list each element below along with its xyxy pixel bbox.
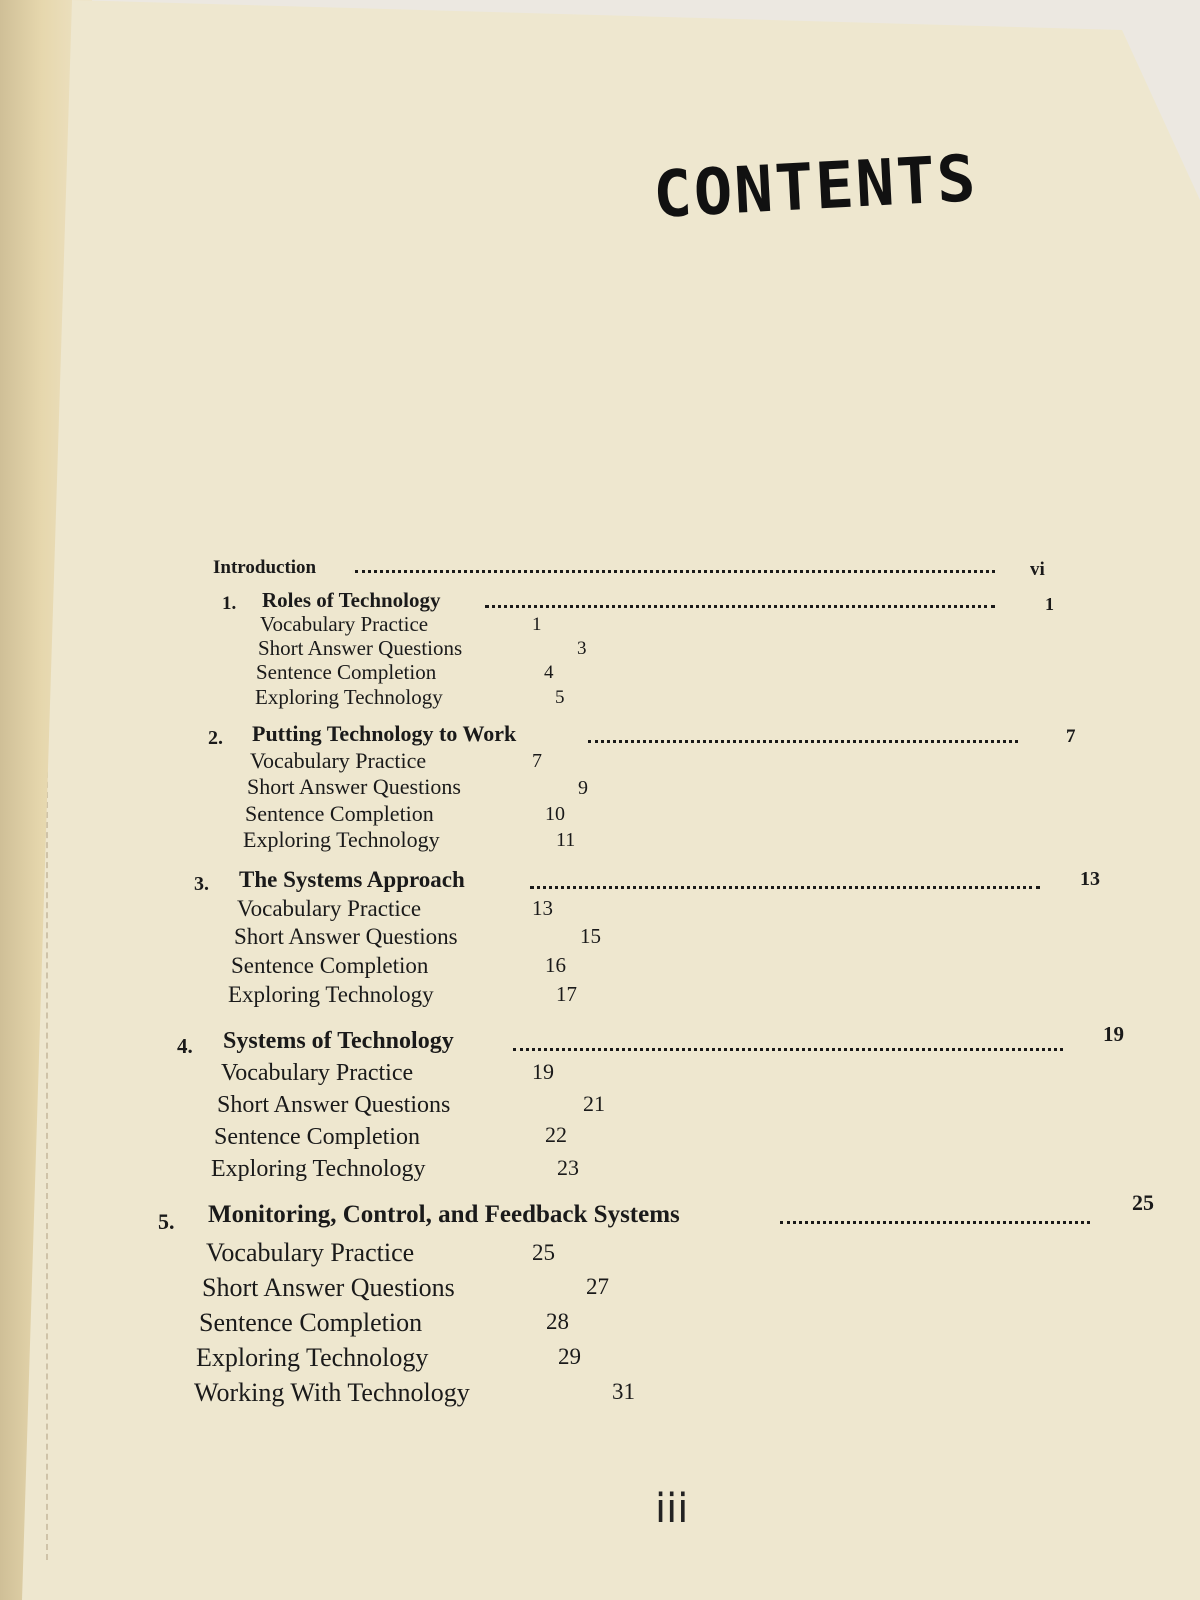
toc-item-page: 3 (577, 638, 587, 659)
toc-item-label: Short Answer Questions (217, 1092, 451, 1118)
toc-item-label: Exploring Technology (243, 827, 440, 852)
chapter-title: Monitoring, Control, and Feedback Systems (208, 1201, 680, 1228)
toc-item-label: Sentence Completion (199, 1308, 423, 1337)
chapter-title: Roles of Technology (262, 588, 441, 612)
toc-item-page: 27 (586, 1274, 609, 1299)
chapter-page: 25 (1132, 1190, 1154, 1215)
dot-leader (513, 1048, 1063, 1051)
chapter-page: 13 (1080, 868, 1100, 890)
toc-item-label: Vocabulary Practice (221, 1060, 414, 1086)
toc-item-label: Short Answer Questions (234, 924, 458, 949)
toc-item-page: 19 (532, 1059, 554, 1084)
dot-leader (530, 886, 1040, 889)
toc-item-label: Exploring Technology (211, 1156, 426, 1182)
chapter-page: 7 (1066, 726, 1076, 747)
chapter-page: 1 (1045, 594, 1054, 614)
toc-item-label: Exploring Technology (255, 685, 443, 709)
toc-item-page: 15 (580, 924, 601, 948)
toc-item-label: Vocabulary Practice (250, 748, 427, 773)
toc-item-label: Sentence Completion (256, 660, 437, 684)
toc-item-label: Vocabulary Practice (260, 612, 429, 636)
toc-item-page: 21 (583, 1091, 605, 1116)
intro-page: vi (1030, 559, 1045, 580)
chapter-title: Putting Technology to Work (252, 721, 517, 746)
toc-item-label: Short Answer Questions (202, 1273, 455, 1302)
toc-item-page: 28 (546, 1309, 569, 1334)
chapter-number: 2. (208, 727, 223, 749)
toc-item-page: 10 (545, 803, 565, 825)
toc-item-page: 4 (544, 662, 554, 683)
toc-item-page: 23 (557, 1155, 579, 1180)
toc-item-label: Working With Technology (194, 1378, 470, 1407)
toc-item-page: 31 (612, 1379, 635, 1404)
toc-item-page: 22 (545, 1122, 567, 1147)
chapter-number: 4. (177, 1034, 193, 1058)
chapter-page: 19 (1103, 1022, 1124, 1046)
toc-item-label: Short Answer Questions (258, 636, 463, 660)
toc-item-page: 25 (532, 1240, 555, 1265)
toc-item-label: Exploring Technology (196, 1343, 429, 1372)
chapter-title: The Systems Approach (239, 867, 465, 892)
toc-item-page: 7 (532, 750, 542, 772)
dot-leader (588, 740, 1018, 743)
toc-item-label: Sentence Completion (214, 1124, 420, 1150)
dot-leader (355, 570, 995, 573)
toc-item-page: 13 (532, 896, 553, 920)
toc-item-page: 1 (532, 614, 542, 635)
page-title: CONTENTS (651, 142, 980, 233)
intro-label: Introduction (213, 557, 317, 578)
toc-item-page: 11 (556, 829, 576, 851)
dot-leader (485, 605, 995, 608)
toc-item-page: 9 (578, 777, 588, 799)
page-number: iii (655, 1486, 689, 1532)
toc-item-label: Exploring Technology (228, 982, 434, 1007)
toc-item-label: Sentence Completion (245, 801, 434, 826)
dot-leader (780, 1221, 1090, 1224)
toc-item-label: Sentence Completion (231, 953, 429, 978)
toc-item-label: Vocabulary Practice (206, 1238, 415, 1267)
toc-item-page: 17 (556, 982, 577, 1006)
toc-item-label: Short Answer Questions (247, 774, 461, 799)
toc-item-label: Vocabulary Practice (237, 896, 422, 921)
chapter-number: 3. (194, 873, 209, 895)
chapter-title: Systems of Technology (223, 1028, 454, 1054)
toc-item-page: 29 (558, 1344, 581, 1369)
toc-item-page: 5 (555, 687, 565, 708)
chapter-number: 1. (222, 593, 237, 614)
toc-item-page: 16 (545, 953, 566, 977)
chapter-number: 5. (158, 1209, 175, 1234)
